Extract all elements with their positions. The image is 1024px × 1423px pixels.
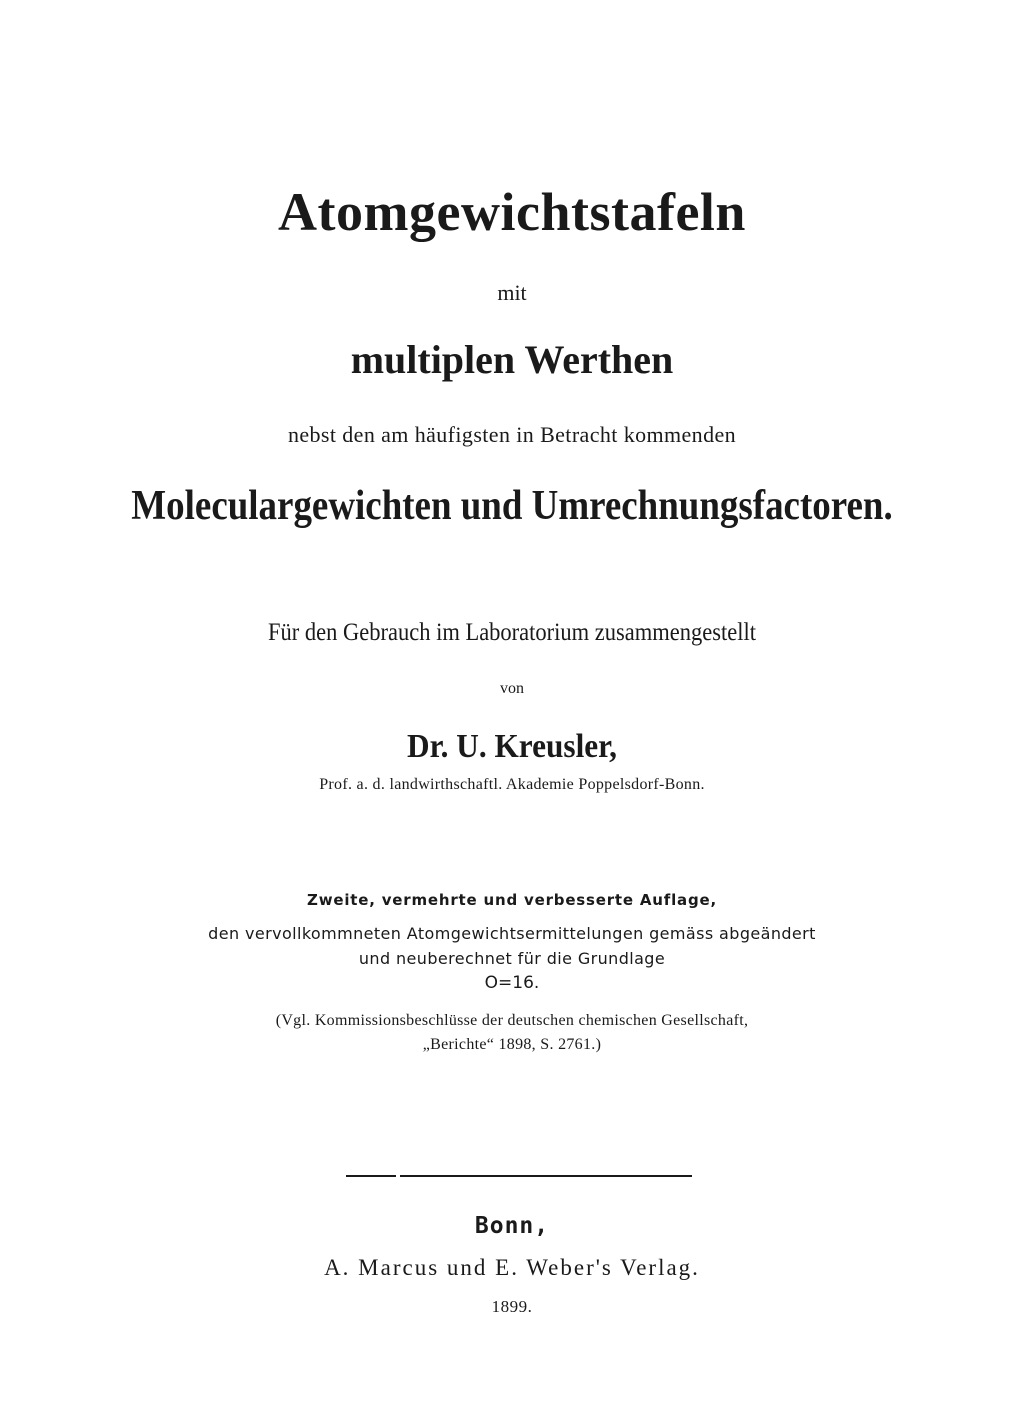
reference-line-2: „Berichte“ 1898, S. 2761.)	[422, 1036, 602, 1053]
book-title: Atomgewichtstafeln	[278, 182, 746, 242]
connector-von: von	[500, 680, 524, 697]
book-subtitle-2: Moleculargewichten und Umrechnungsfactoren.	[131, 483, 893, 529]
divider-rule	[346, 1175, 692, 1177]
author-affiliation: Prof. a. d. landwirthschaftl. Akademie Poppelsdorf-Bonn.	[319, 776, 705, 793]
edition-note-line-1: den vervollkommneten Atomgewichtsermittelungen gemäss abgeändert	[208, 924, 816, 943]
book-subtitle: multiplen Werthen	[350, 337, 674, 382]
edition-statement: Zweite, vermehrte und verbesserte Auflage,	[307, 891, 717, 909]
edition-note-line-2: und neuberechnet für die Grundlage	[358, 949, 666, 968]
author-name: Dr. U. Kreusler,	[407, 728, 617, 765]
connector-mit: mit	[497, 280, 527, 305]
publication-year: 1899.	[491, 1297, 533, 1316]
atomic-basis: O=16.	[484, 973, 540, 993]
subtitle-connector: nebst den am häufigsten in Betracht kommenden	[287, 422, 737, 447]
publication-city: Bonn,	[474, 1213, 550, 1239]
publisher: A. Marcus und E. Weber's Verlag.	[324, 1255, 700, 1280]
purpose-line: Für den Gebrauch im Laboratorium zusammengestellt	[268, 619, 756, 646]
reference-line-1: (Vgl. Kommissionsbeschlüsse der deutschen chemischen Gesellschaft,	[275, 1012, 749, 1029]
